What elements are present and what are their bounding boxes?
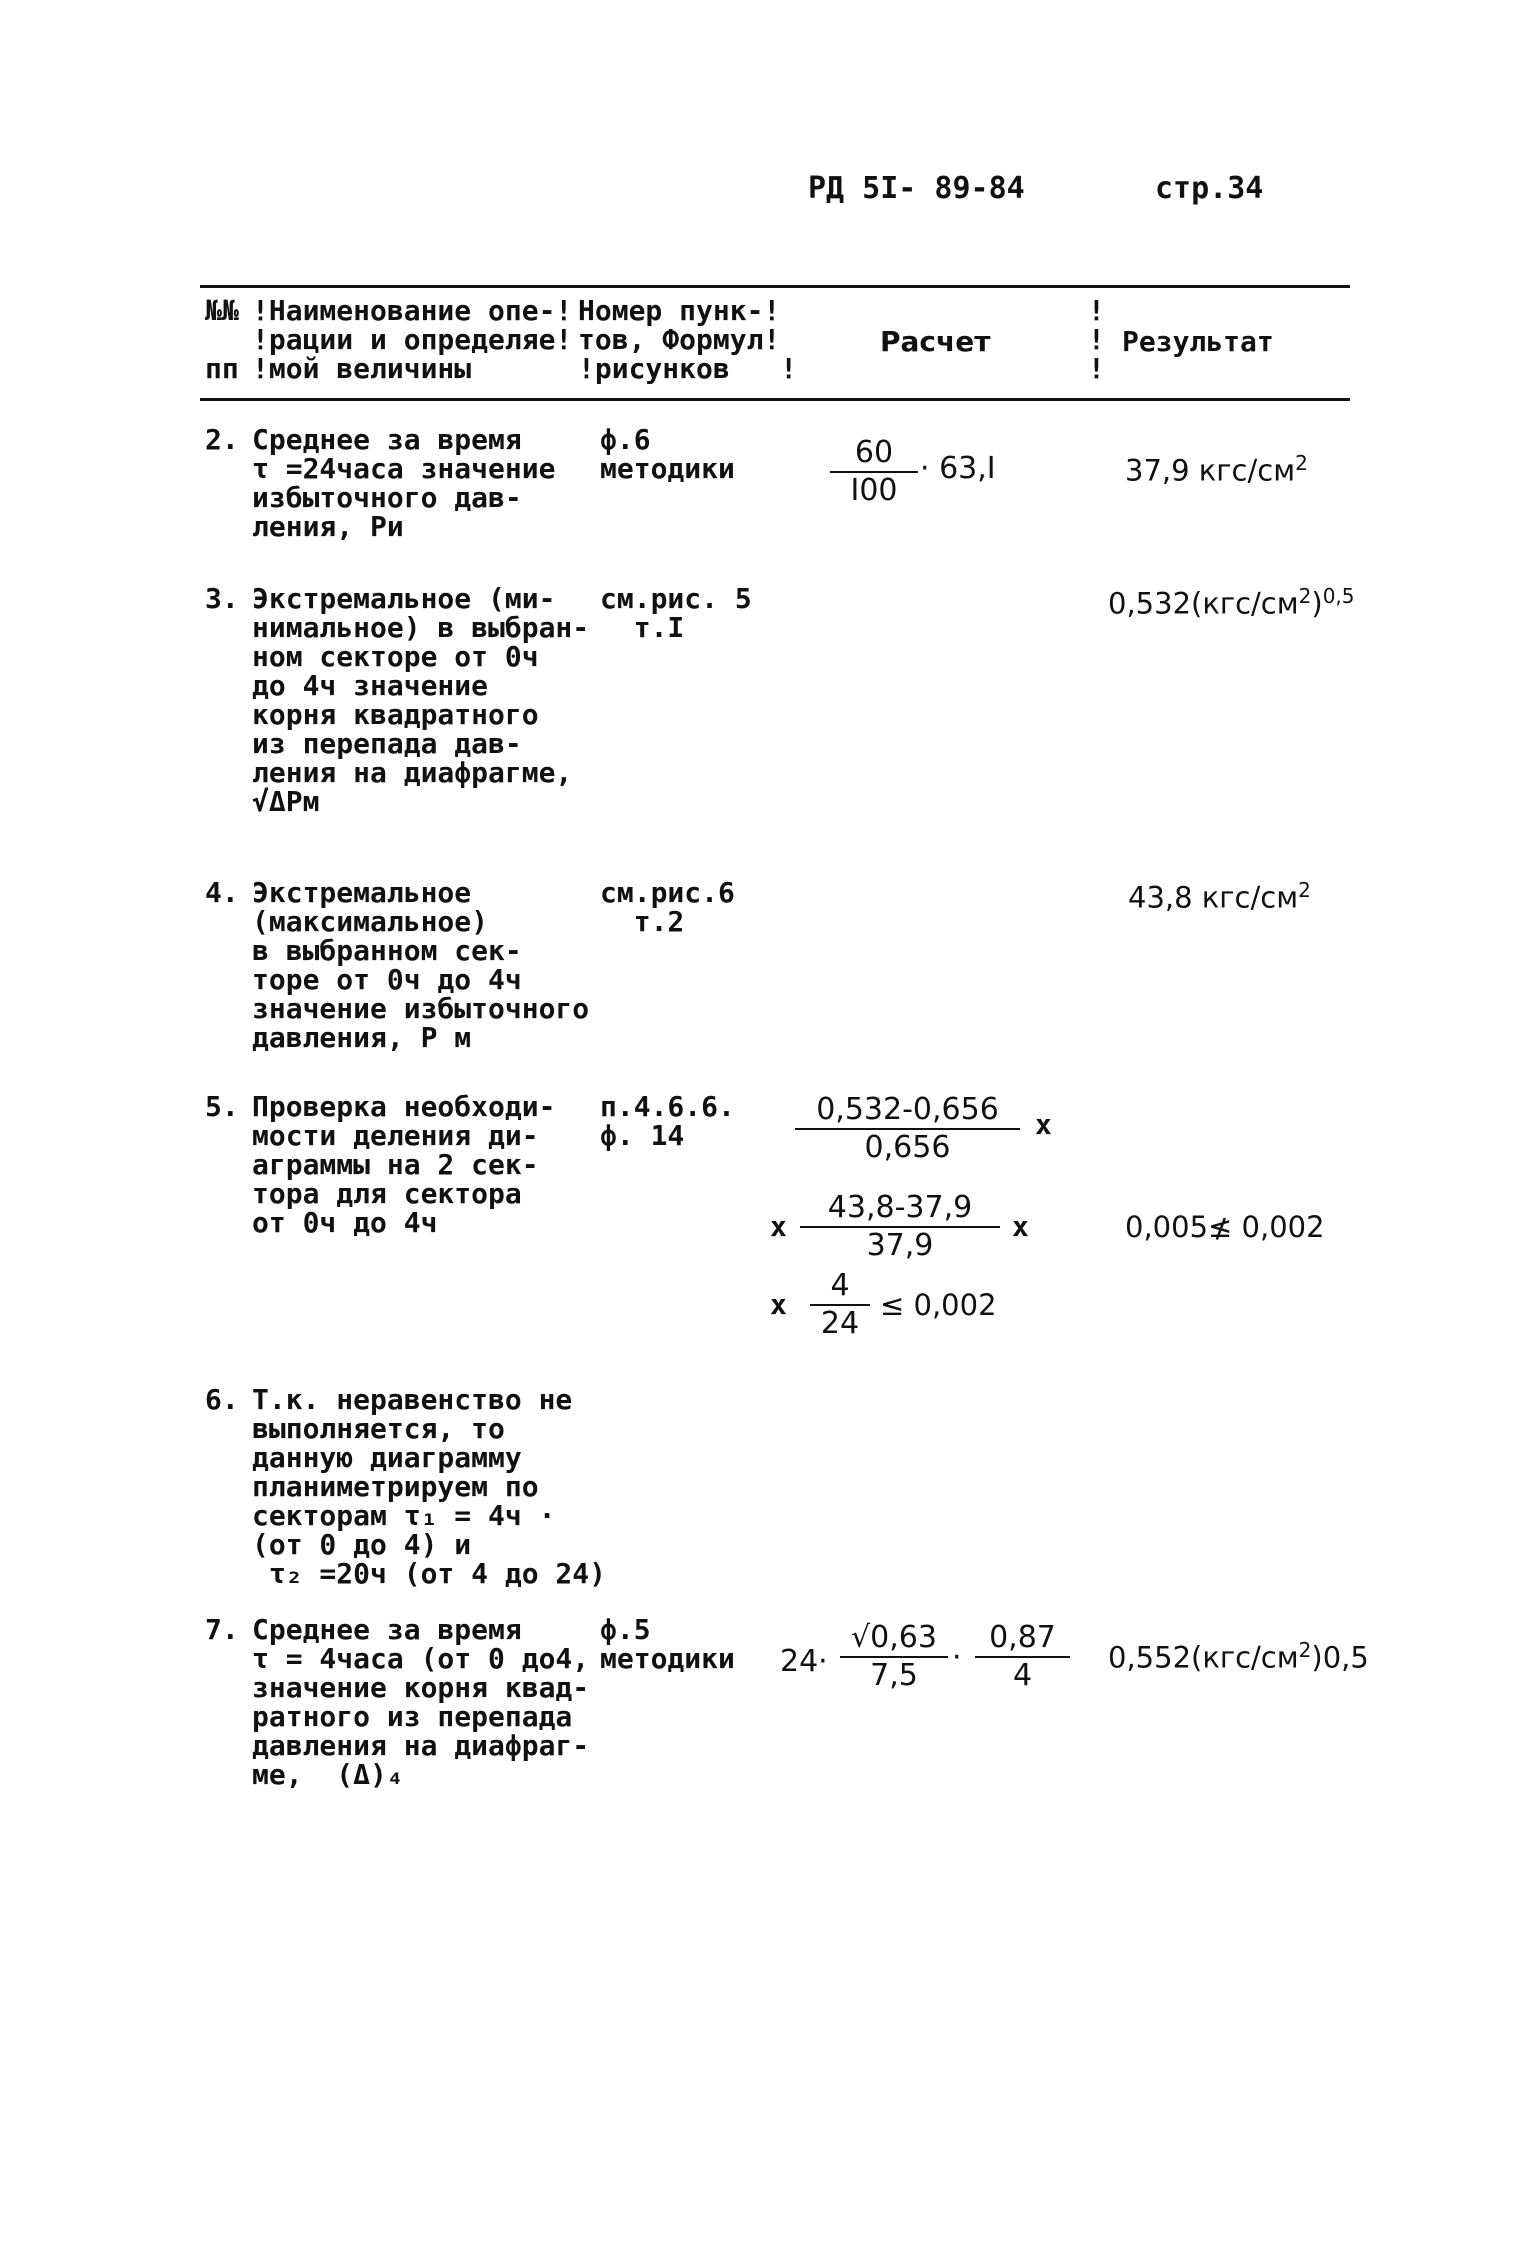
fraction-denominator: 4 bbox=[1012, 1658, 1033, 1693]
calc-fraction bbox=[800, 1190, 1000, 1264]
calc-fraction bbox=[810, 1268, 870, 1342]
row-reference: см.рис.6 т.2 bbox=[600, 876, 735, 938]
row-result bbox=[1108, 584, 1355, 621]
result-superscript: 2 bbox=[1298, 878, 1311, 902]
result-superscript: 2 bbox=[1298, 1638, 1312, 1662]
result-close: ) bbox=[1311, 1640, 1323, 1675]
document-code: РД 5I- 89-84 bbox=[808, 171, 1025, 206]
page-number: стр.34 bbox=[1155, 171, 1264, 206]
calc-fraction bbox=[830, 435, 918, 509]
calc-fraction bbox=[975, 1620, 1070, 1694]
multiply-sign: x bbox=[1012, 1210, 1029, 1243]
fraction-denominator: 0,656 bbox=[864, 1130, 951, 1165]
header-col-reference: Номер пунк-! тов, Формул! !рисунков ! bbox=[578, 294, 798, 385]
calc-fraction bbox=[795, 1092, 1020, 1166]
calc-fraction bbox=[840, 1620, 948, 1694]
row-number: 6. bbox=[205, 1383, 239, 1416]
inequality-bound: ≤ 0,002 bbox=[880, 1288, 997, 1322]
row-operation: Экстремальное (максимальное) в выбранном сек- торе от 0ч до 4ч значение избыточного давления, P м bbox=[252, 876, 590, 1054]
multiply-sign: x bbox=[770, 1288, 787, 1321]
result-value: 0,552(кгс/см bbox=[1108, 1640, 1299, 1675]
row-number: 5. bbox=[205, 1090, 239, 1123]
fraction-denominator: 7,5 bbox=[870, 1658, 918, 1693]
header-col-calculation: Расчет bbox=[880, 325, 991, 358]
result-exponent: 0,5 bbox=[1322, 1640, 1369, 1675]
calc-lead-factor: 24· bbox=[780, 1644, 828, 1679]
header-col-number: №№ пп bbox=[205, 294, 239, 385]
fraction-numerator: 43,8-37,9 bbox=[800, 1190, 1000, 1228]
row-result bbox=[1108, 1638, 1369, 1675]
row-reference: см.рис. 5 т.I bbox=[600, 582, 752, 644]
result-superscript: 2 bbox=[1295, 451, 1308, 475]
row-number: 2. bbox=[205, 423, 239, 456]
header-separator: ! ! ! bbox=[1088, 294, 1105, 385]
fraction-numerator: 0,87 bbox=[975, 1620, 1070, 1658]
header-col-result: Результат bbox=[1122, 325, 1274, 358]
row-number: 7. bbox=[205, 1613, 239, 1646]
fraction-denominator: I00 bbox=[850, 473, 898, 508]
row-reference: п.4.6.6. ф. 14 bbox=[600, 1090, 735, 1152]
fraction-numerator: 4 bbox=[810, 1268, 870, 1306]
row-operation: Среднее за время τ = 4часа (от 0 до4, значение корня квад- ратного из перепада давления на диафраг- ме, (Δ)₄ bbox=[252, 1613, 590, 1791]
result-value: 43,8 кгс/см bbox=[1128, 880, 1299, 915]
result-value: 37,9 кгс/см bbox=[1125, 453, 1296, 488]
fraction-denominator: 37,9 bbox=[866, 1228, 934, 1263]
calc-multiplier: · 63,I bbox=[920, 451, 996, 486]
multiply-sign: x bbox=[770, 1210, 787, 1243]
result-superscript: 2 bbox=[1298, 584, 1312, 608]
table-header-rule bbox=[200, 398, 1350, 401]
multiply-dot: · bbox=[952, 1640, 962, 1675]
fraction-numerator: √0,63 bbox=[840, 1620, 948, 1658]
row-result bbox=[1125, 451, 1308, 488]
result-exponent: 0,5 bbox=[1322, 584, 1355, 608]
row-operation: Среднее за время τ =24часа значение избыточного дав- ления, Pи bbox=[252, 423, 556, 543]
fraction-numerator: 0,532-0,656 bbox=[795, 1092, 1020, 1130]
row-number: 4. bbox=[205, 876, 239, 909]
row-result bbox=[1128, 878, 1311, 915]
row-reference: ф.5 методики bbox=[600, 1613, 735, 1675]
row-number: 3. bbox=[205, 582, 239, 615]
row-operation: Экстремальное (ми- нимальное) в выбран- ном секторе от 0ч до 4ч значение корня квадратного из перепада дав- ления на диафрагме, √ΔPм bbox=[252, 582, 590, 818]
header-col-operation: !Наименование опе-! !рации и определяе! !мой величины bbox=[252, 294, 573, 385]
result-value: 0,532(кгс/см bbox=[1108, 586, 1299, 621]
row-reference: ф.6 методики bbox=[600, 423, 735, 485]
fraction-numerator: 60 bbox=[830, 435, 918, 473]
row-result: 0,005≰ 0,002 bbox=[1125, 1210, 1325, 1244]
row-operation: Т.к. неравенство не выполняется, то данную диаграмму планиметрируем по секторам τ₁ = 4ч · (от 0 до 4) и τ₂ =20ч (от 4 до 24) bbox=[252, 1383, 607, 1590]
row-operation: Проверка необходи- мости деления ди- аграммы на 2 сек- тора для сектора от 0ч до 4ч bbox=[252, 1090, 556, 1239]
fraction-denominator: 24 bbox=[820, 1306, 860, 1341]
result-close: ) bbox=[1311, 586, 1323, 621]
table-top-rule bbox=[200, 285, 1350, 288]
multiply-sign: x bbox=[1035, 1108, 1052, 1141]
